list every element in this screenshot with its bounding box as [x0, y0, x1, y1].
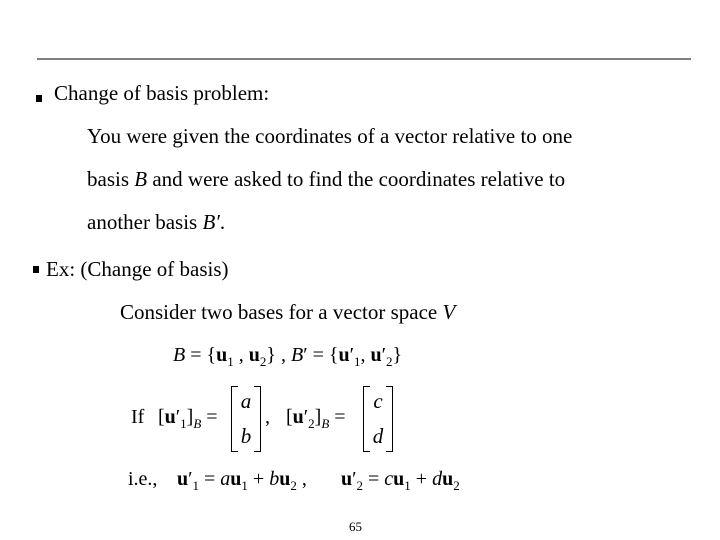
coord-matrix-2	[363, 386, 393, 452]
ie-label: i.e.,	[128, 468, 158, 490]
paragraph-line-1: You were given the coordinates of a vector relative to one	[87, 124, 573, 148]
matrix-2-bottom: d	[372, 424, 384, 448]
if-label: If	[131, 406, 145, 428]
bases-equation: $B = \{u_1$ , $u_2$} , $B' = \{u'_1$, $u'_2$}	[173, 344, 403, 369]
matrix-1-bottom: b	[240, 424, 252, 448]
consider-sentence: Consider two bases for a vector space V	[120, 300, 456, 324]
u1-prime-expression: $u'_1 = au_1 + bu_2$ ,	[177, 468, 307, 493]
matrix-2-top: c	[373, 389, 383, 413]
section-heading: Change of basis problem:	[54, 81, 270, 105]
bullet-icon	[36, 95, 42, 102]
coord-u2-prime: $[u'_2]_B$ =	[286, 406, 346, 431]
comma-sep: ,	[265, 406, 270, 428]
matrix-1-top: a	[240, 389, 252, 413]
paragraph-line-2: basis B and were asked to find the coordinates relative to	[87, 167, 566, 191]
paragraph-line-3: another basis B′.	[87, 210, 226, 234]
u2-prime-expression: $u'_2 = cu_1 + du_2$	[341, 468, 460, 493]
title-divider	[37, 58, 691, 60]
bullet-icon	[33, 266, 39, 273]
page-number: 65	[349, 519, 362, 534]
example-heading: Ex: (Change of basis)	[46, 257, 229, 281]
coord-matrix-1	[231, 386, 261, 452]
coord-u1-prime: $[u'_1]_B$ =	[158, 406, 218, 431]
